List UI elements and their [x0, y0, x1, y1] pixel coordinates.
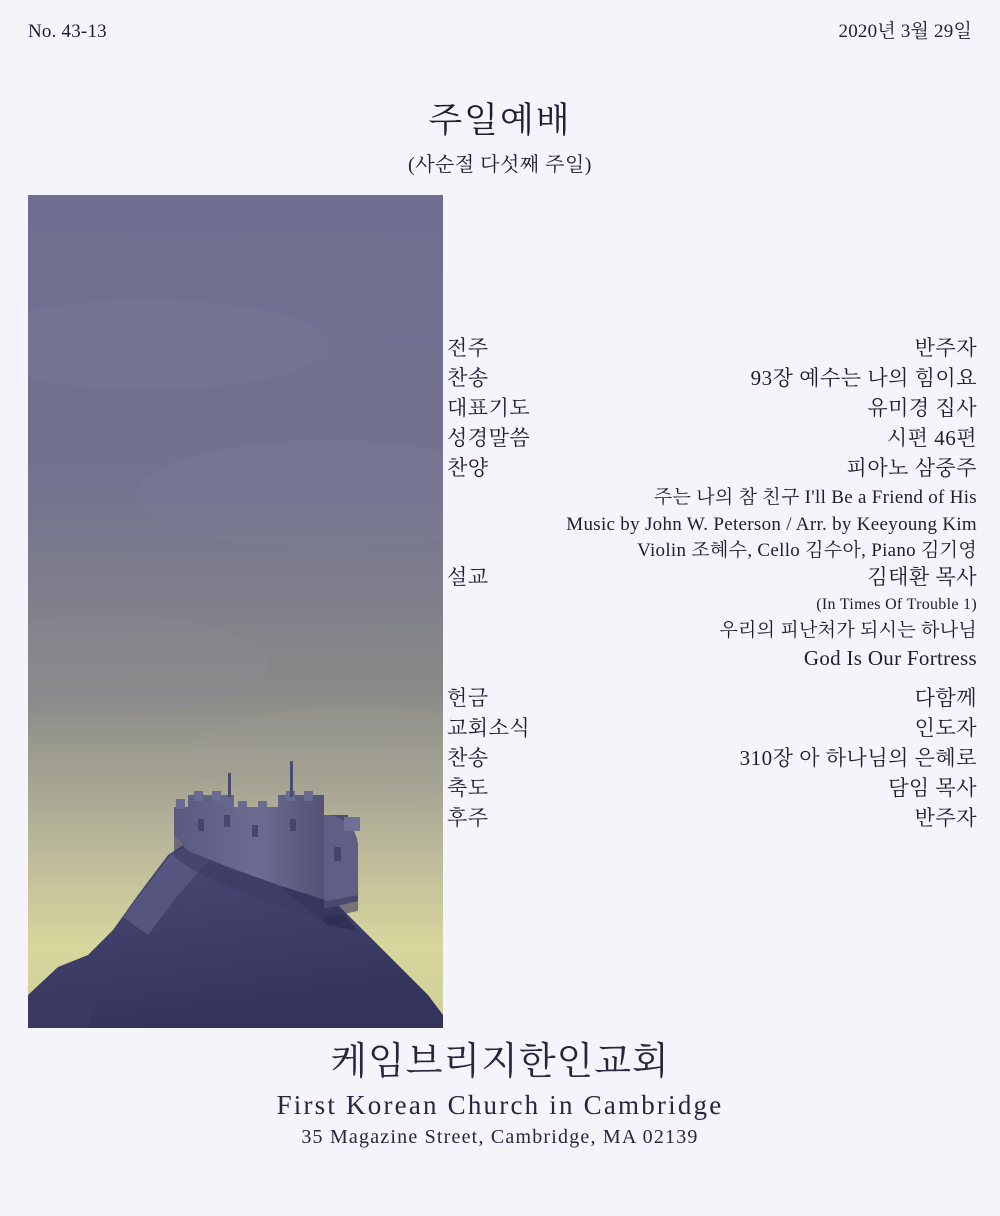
order-label: 성경말씀: [447, 426, 531, 450]
order-row: [447, 688, 977, 718]
order-label: 찬송: [447, 366, 489, 390]
sermon-preacher: 김태환 목사: [867, 565, 977, 589]
order-label: 전주: [447, 336, 489, 360]
order-label: 축도: [447, 776, 489, 800]
anthem-credits: Music by John W. Peterson / Arr. by Keeyoung Kim: [566, 514, 977, 535]
order-of-service: [447, 338, 977, 838]
order-label: 헌금: [447, 686, 489, 710]
order-value: 93장 예수는 나의 힘이요: [750, 366, 977, 390]
order-row: [447, 338, 977, 368]
page-title: 주일예배: [428, 101, 572, 140]
page-subtitle: (사순절 다섯째 주일): [408, 154, 592, 176]
order-label: 후주: [447, 806, 489, 830]
church-name-kr: 케임브리지한인교회: [330, 1041, 670, 1083]
sermon-label: 설교: [447, 565, 489, 589]
order-row: [447, 808, 977, 838]
church-name-en: First Korean Church in Cambridge: [276, 1089, 724, 1120]
order-value: 310장 아 하나님의 은혜로: [739, 746, 977, 770]
order-value: 반주자: [914, 806, 977, 830]
order-value: 다함께: [914, 686, 977, 710]
photo-illustration: [28, 195, 443, 1028]
order-value: 피아노 삼중주: [846, 456, 977, 480]
order-row: [447, 428, 977, 458]
order-label: 대표기도: [447, 396, 531, 420]
sermon-row: [447, 567, 977, 597]
order-value: 시편 46편: [886, 426, 977, 450]
anthem-title: 주는 나의 참 친구 I'll Be a Friend of His: [653, 487, 977, 508]
order-row: [447, 778, 977, 808]
sermon-title-kr: 우리의 피난처가 되시는 하나님: [719, 620, 977, 641]
sermon-series: (In Times Of Trouble 1): [816, 596, 977, 613]
order-row: [447, 748, 977, 778]
order-value: 인도자: [914, 716, 977, 740]
footer: [0, 1040, 1000, 1149]
order-label: 찬양: [447, 456, 489, 480]
order-row: [447, 398, 977, 428]
order-value: 담임 목사: [888, 776, 977, 800]
sermon-title-en: God Is Our Fortress: [803, 646, 977, 670]
order-value: 유미경 집사: [867, 396, 977, 420]
bulletin-date: 2020년 3월 29일: [838, 21, 972, 42]
order-row: [447, 718, 977, 748]
order-row: [447, 458, 977, 488]
order-label: 교회소식: [447, 716, 531, 740]
order-label: 찬송: [447, 746, 489, 770]
castle-on-rock-photo: [28, 195, 443, 1028]
church-address: 35 Magazine Street, Cambridge, MA 02139: [301, 1125, 699, 1148]
anthem-performers: Violin 조혜수, Cello 김수아, Piano 김기영: [637, 540, 977, 561]
order-row: [447, 368, 977, 398]
bulletin-number: No. 43-13: [28, 21, 107, 42]
bulletin-header: [28, 16, 972, 43]
title-block: [0, 100, 1000, 177]
order-value: 반주자: [914, 336, 977, 360]
